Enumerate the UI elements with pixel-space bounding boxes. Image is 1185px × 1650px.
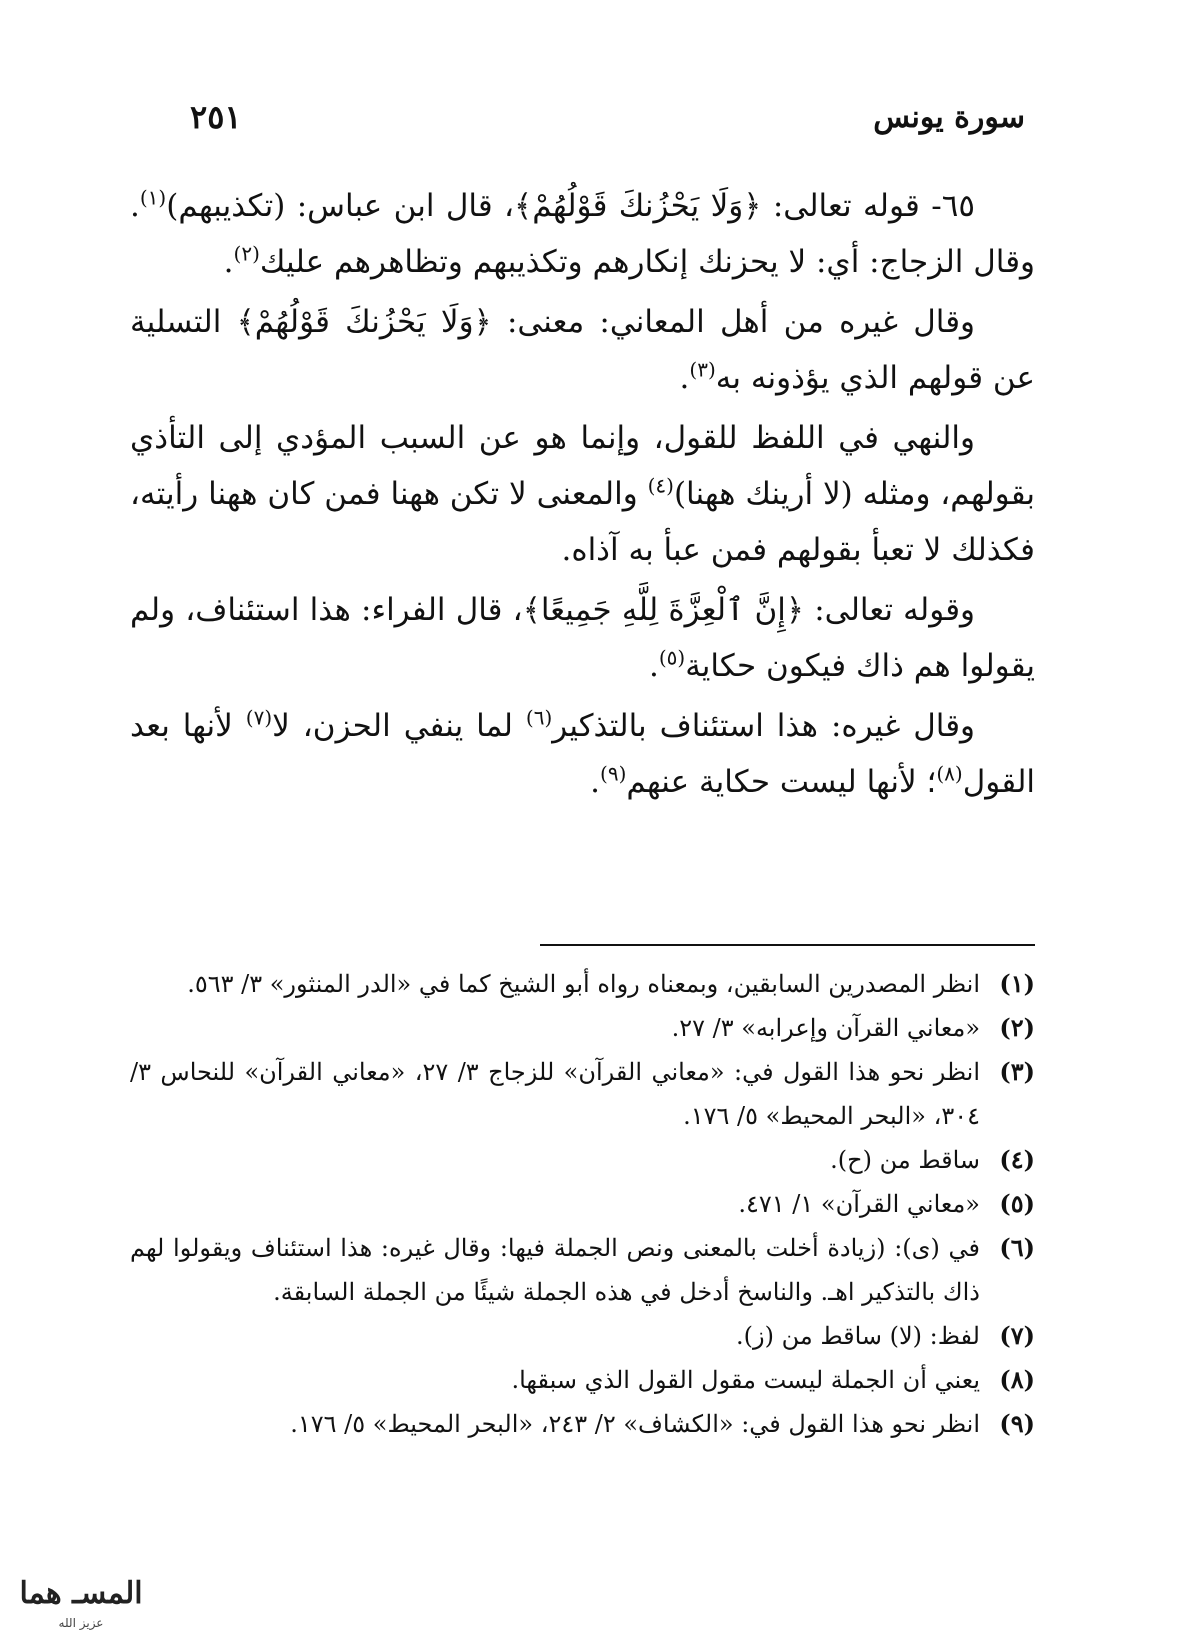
footnote-ref: (٩)	[600, 761, 627, 786]
footnote-number: (٧)	[999, 1321, 1035, 1350]
text-run: .	[679, 360, 690, 396]
paragraph-5	[130, 698, 1035, 810]
footnote-text: «معاني القرآن» ١/ ٤٧١.	[738, 1190, 980, 1218]
footnote-ref: (٤)	[647, 473, 674, 498]
text-run: ؛ لأنها ليست حكاية عنهم	[626, 764, 937, 800]
paragraph-4	[130, 582, 1035, 694]
watermark-logo	[6, 1565, 156, 1635]
text-run: .	[590, 764, 600, 800]
footnote-text: انظر نحو هذا القول في: «الكشاف» ٢/ ٢٤٣، «البحر المحيط» ٥/ ١٧٦.	[290, 1410, 980, 1438]
quran-verse: ﴿وَلَا يَحْزُنكَ قَوْلُهُمْ﴾	[236, 304, 492, 340]
main-text	[130, 178, 1035, 814]
footnote-number: (٨)	[999, 1365, 1035, 1394]
text-run: لأنها بعد القول	[130, 708, 1035, 800]
footnote-ref: (٧)	[245, 705, 273, 730]
text-run: وقال غيره: هذا استئناف بالتذكير	[552, 708, 976, 744]
text-run: . وقال الزجاج: أي: لا يحزنك إنكارهم وتكذيبهم وتظاهرهم عليك	[130, 188, 1035, 280]
quran-verse: ﴿إِنَّ ٱلْعِزَّةَ لِلَّهِ جَمِيعًا﴾	[522, 592, 805, 628]
text-run: التسلية عن قولهم الذي يؤذونه به	[130, 304, 1035, 396]
text-run: والنهي في اللفظ للقول، وإنما هو عن السبب المؤدي إلى التأذي بقولهم، ومثله (لا أرينك ههنا)	[130, 420, 1035, 512]
footnote	[130, 1358, 1035, 1402]
text-run: ، قال الفراء: هذا استئناف، ولم يقولوا هم ذاك فيكون حكاية	[130, 592, 1035, 684]
paragraph-3	[130, 410, 1035, 578]
footnote-ref: (٢)	[233, 241, 260, 266]
page-header	[190, 92, 1025, 142]
footnote-number: (٤)	[999, 1145, 1035, 1174]
footnote	[130, 1006, 1035, 1050]
text-run: ، قال ابن عباس: (تكذيبهم)	[166, 188, 515, 224]
text-run: والمعنى لا تكن ههنا فمن كان ههنا رأيته، فكذلك لا تعبأ بقولهم فمن عبأ به آذاه.	[130, 476, 1035, 568]
footnote-ref: (٥)	[658, 645, 686, 670]
footnote	[130, 1314, 1035, 1358]
footnote-ref: (٣)	[689, 357, 716, 382]
paragraph-1	[130, 178, 1035, 290]
footnote	[130, 1050, 1035, 1138]
footnote-text: يعني أن الجملة ليست مقول القول الذي سبقها.	[511, 1366, 980, 1394]
watermark-main-text: المسـ هما	[19, 1576, 143, 1611]
quran-verse: ﴿وَلَا يَحْزُنكَ قَوْلُهُمْ﴾	[514, 188, 762, 224]
text-run: ٦٥- قوله تعالى:	[761, 188, 975, 224]
footnote-number: (٥)	[999, 1189, 1035, 1218]
footnote	[130, 1138, 1035, 1182]
footnote-number: (١)	[999, 969, 1035, 998]
footnote-ref: (٨)	[936, 761, 963, 786]
text-run: وقال غيره من أهل المعاني: معنى:	[491, 304, 975, 340]
text-run: لما ينفي الحزن، لا	[272, 708, 526, 744]
footnote	[130, 1402, 1035, 1446]
footnote-number: (٣)	[999, 1057, 1035, 1086]
footnote-number: (٦)	[999, 1233, 1035, 1262]
footnote	[130, 962, 1035, 1006]
footnotes	[130, 962, 1035, 1446]
footnote-ref: (١)	[139, 185, 167, 210]
footnote-number: (٩)	[999, 1409, 1035, 1438]
watermark-sub-text: عزيز الله	[58, 1616, 104, 1630]
footnote-text: «معاني القرآن وإعرابه» ٣/ ٢٧.	[671, 1014, 980, 1042]
text-run: .	[648, 648, 659, 684]
footnote-number: (٢)	[999, 1013, 1035, 1042]
footnote	[130, 1226, 1035, 1314]
text-run: وقوله تعالى:	[804, 592, 975, 628]
text-run: .	[223, 244, 234, 280]
page-number: ٢٥١	[190, 98, 242, 136]
surah-title: سورة يونس	[873, 99, 1025, 135]
footnote-text: انظر المصدرين السابقين، وبمعناه رواه أبو الشيخ كما في «الدر المنثور» ٣/ ٥٦٣.	[187, 970, 980, 998]
footnote-text: انظر نحو هذا القول في: «معاني القرآن» للزجاج ٣/ ٢٧، «معاني القرآن» للنحاس ٣/ ٣٠٤، «البحر المحيط» ٥/ ١٧٦.	[130, 1058, 980, 1130]
footnote-ref: (٦)	[525, 705, 553, 730]
footnote-text: لفظ: (لا) ساقط من (ز).	[736, 1322, 980, 1350]
paragraph-2	[130, 294, 1035, 406]
footnote-text: في (ى): (زيادة أخلت بالمعنى ونص الجملة فيها: وقال غيره: هذا استئناف ويقولوا لهم ذاك بالتذكير اهـ. والناسخ أدخل في هذه الجملة شيئًا من الجملة السابقة.	[130, 1234, 980, 1306]
footnote	[130, 1182, 1035, 1226]
footnote-text: ساقط من (ح).	[830, 1146, 980, 1174]
footnote-divider	[540, 944, 1035, 946]
